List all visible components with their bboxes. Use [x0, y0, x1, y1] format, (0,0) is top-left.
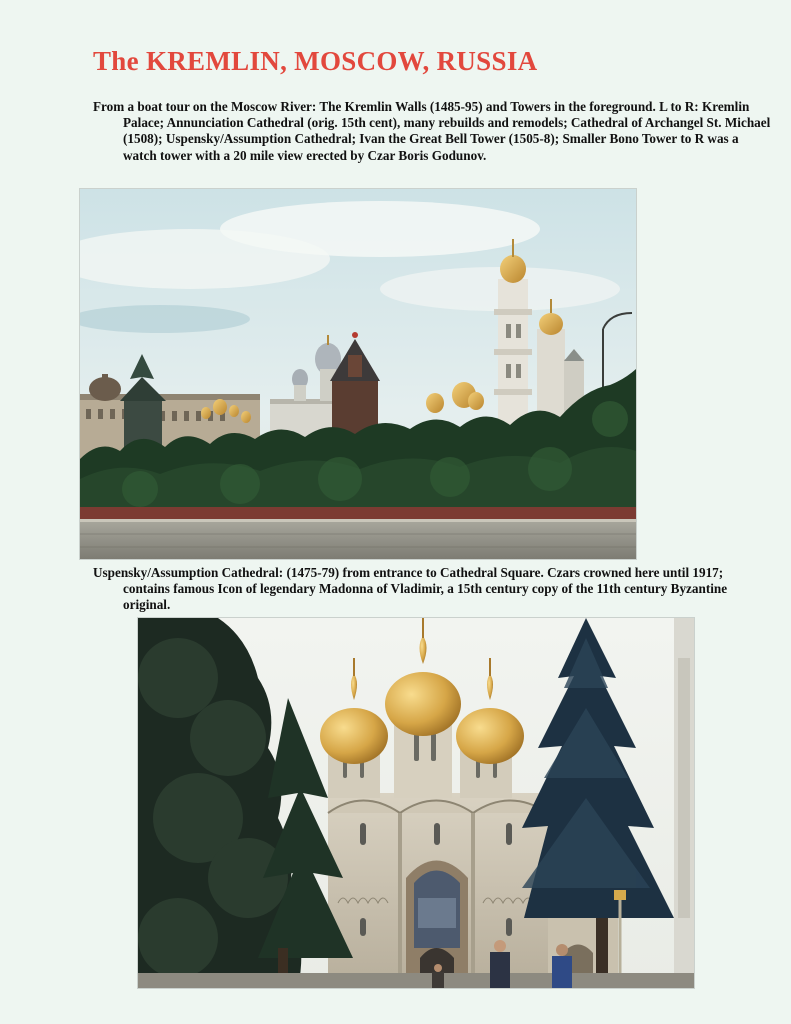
page-title: The KREMLIN, MOSCOW, RUSSIA [93, 46, 538, 76]
caption-river-view: From a boat tour on the Moscow River: The Kremlin Walls (1485-95) and Towers in the foreground. L to R: Kremlin Palace; Annunciation Cathedral (orig. 15th cent), many rebuilds and remodels; Cathedral of Archangel St. Michael (1508); Uspensky/Assumption Cathedral; Ivan the Great Bell Tower (1505-8); Smaller Bono Tower to R was a watch tower with a 20 mile view erected by Czar Boris Godunov. [93, 99, 771, 163]
photo-kremlin-river-view [80, 189, 636, 559]
caption-assumption-cathedral: Uspensky/Assumption Cathedral: (1475-79) from entrance to Cathedral Square. Czars crowned here until 1917; contains famous Icon of legendary Madonna of Vladimir, a 15th century copy of the 11th century Byzantine original. [93, 565, 728, 613]
photo-assumption-cathedral [138, 618, 694, 988]
